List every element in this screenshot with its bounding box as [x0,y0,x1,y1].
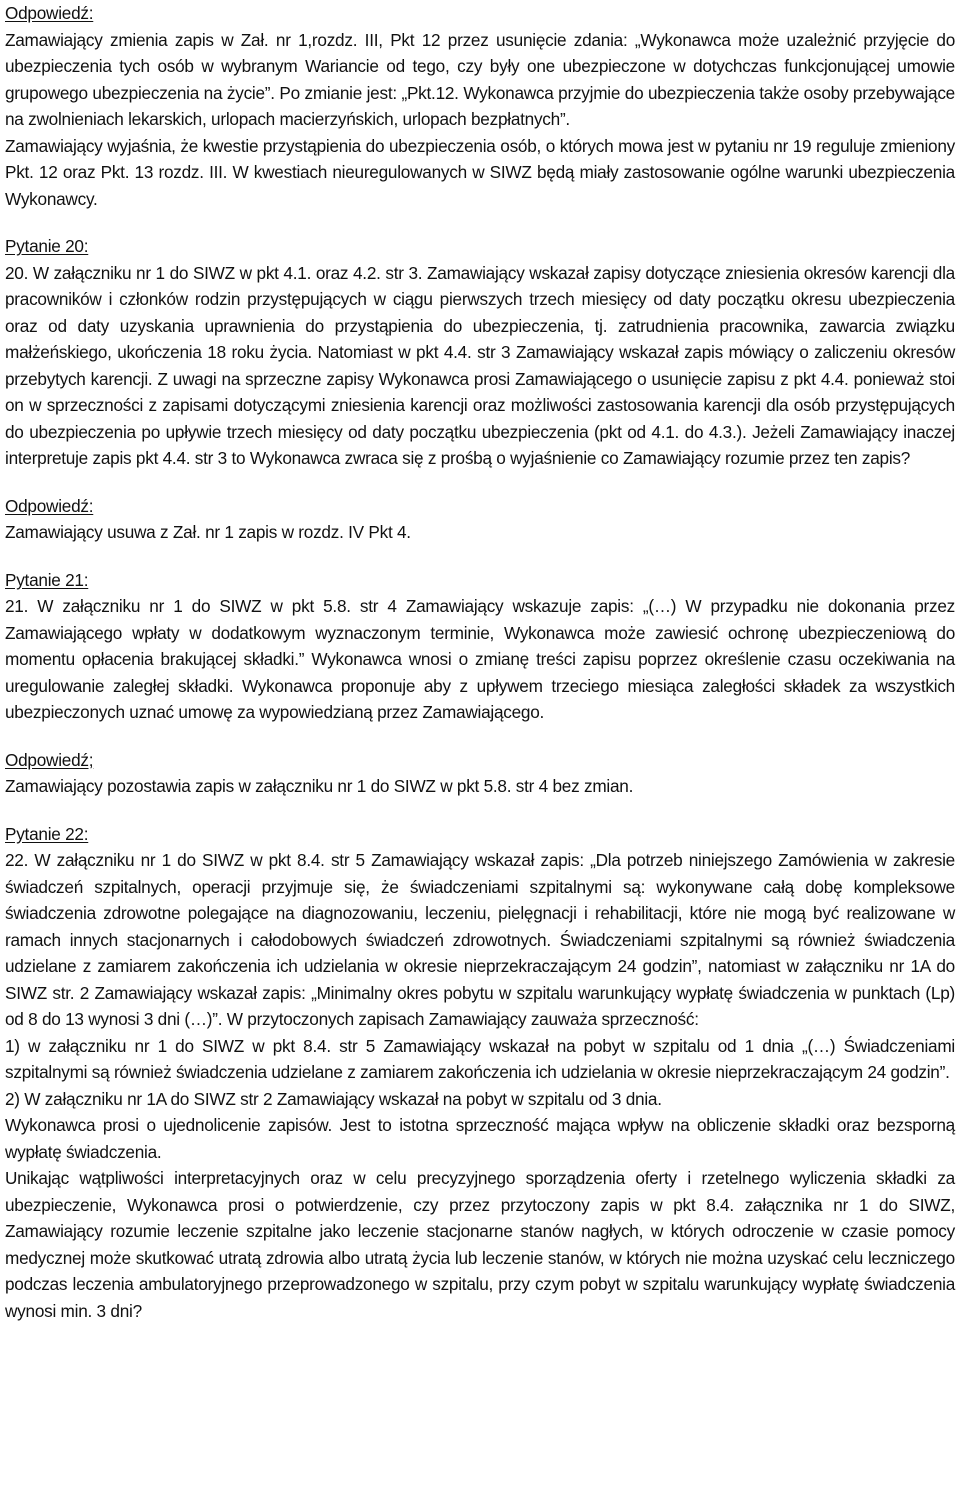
answer-21-paragraph: Zamawiający pozostawia zapis w załączniku nr 1 do SIWZ w pkt 5.8. str 4 bez zmian. [5,776,634,796]
answer-19-paragraph-2: Zamawiający wyjaśnia, że kwestie przystąpienia do ubezpieczenia osób, o których mowa jest w pytaniu nr 19 reguluje zmieniony Pkt. 12 oraz Pkt. 13 rozdz. III. W kwestiach nieuregulowanych w SIWZ będą miały zastosowanie ogólne warunki ubezpieczenia Wykonawcy. [5,135,955,209]
answer-20-section [5,493,955,546]
answer-19-section [5,0,955,212]
question-21-section [5,567,955,726]
question-22-paragraph-5: Unikając wątpliwości interpretacyjnych oraz w celu precyzyjnego sporządzenia oferty i rzetelnego wyliczenia składki za ubezpieczenie, Wykonawca prosi o potwierdzenie, czy przez przytoczony zapis w pkt 8.4. załącznika nr 1 do SIWZ, Zamawiający rozumie leczenie szpitalne jako leczenie stacjonarne stanów nagłych, w których odroczenie w czasie pomocy medycznej może skutkować utratą zdrowia albo utratą życia lub leczenie stanów, w których nie można uzyskać celu leczniczego podczas leczenia ambulatoryjnego przeprowadzonego w szpitalu, przy czym pobyt w szpitalu warunkujący wypłatę świadczenia wynosi min. 3 dni? [5,1168,955,1321]
answer-20-paragraph: Zamawiający usuwa z Zał. nr 1 zapis w rozdz. IV Pkt 4. [5,522,411,542]
document-page [5,0,955,1324]
question-21-heading: Pytanie 21: [5,569,89,590]
question-22-section [5,821,955,1325]
question-21-paragraph: 21. W załączniku nr 1 do SIWZ w pkt 5.8. str 4 Zamawiający wskazuje zapis: „(…) W przypadku nie dokonania przez Zamawiającego wpłaty w dodatkowym wyznaczonym terminie, Wykonawca może zawiesić ochronę ubezpieczeniową do momentu opłacenia brakującej składki.” Wykonawca wnosi o zmianę treści zapisu poprzez określenie czasu oczekiwania na uregulowanie zaległej składki. Wykonawca proponuje aby z upływem trzeciego miesiąca zaległości składek za wszystkich ubezpieczonych uznać umowę za wypowiedzianą przez Zamawiającego. [5,596,955,722]
answer-21-heading: Odpowiedź; [5,749,94,770]
question-22-heading: Pytanie 22: [5,823,89,844]
question-22-paragraph-2: 1) w załączniku nr 1 do SIWZ w pkt 8.4. str 5 Zamawiający wskazał na pobyt w szpitalu od 1 dnia „(…) Świadczeniami szpitalnymi są również świadczenia udzielane z zamiarem zakończenia ich udzielania w okresie nieprzekraczającym 24 godzin”. [5,1035,955,1082]
question-22-paragraph-3: 2) W załączniku nr 1A do SIWZ str 2 Zamawiający wskazał na pobyt w szpitalu od 3 dnia. [5,1088,662,1109]
question-22-paragraph-4: Wykonawca prosi o ujednolicenie zapisów. Jest to istotna sprzeczność mająca wpływ na obliczenie składki oraz bezsporną wypłatę świadczenia. [5,1115,955,1162]
answer-19-paragraph-1: Zamawiający zmienia zapis w Zał. nr 1,rozdz. III, Pkt 12 przez usunięcie zdania: „Wykonawca może uzależnić przyjęcie do ubezpieczenia tych osób w wybranym Wariancie od tego, czy były one ubezpieczone w dotychczas funkcjonującej umowie grupowego ubezpieczenia na życie”. Po zmianie jest: „Pkt.12. Wykonawca przyjmie do ubezpieczenia także osoby przebywające na zwolnieniach lekarskich, urlopach macierzyńskich, urlopach bezpłatnych”. [5,29,955,129]
answer-19-heading: Odpowiedź: [5,3,94,23]
question-20-section [5,233,955,472]
question-20-heading: Pytanie 20: [5,236,89,256]
question-20-paragraph: 20. W załączniku nr 1 do SIWZ w pkt 4.1. oraz 4.2. str 3. Zamawiający wskazał zapisy dotyczące zniesienia okresów karencji dla pracowników i członków rodzin przystępujących w ciągu pierwszych trzech miesięcy od daty początku okresu ubezpieczenia oraz od daty uzyskania uprawnienia do przystąpienia do ubezpieczenia, tj. zatrudnienia pracownika, zawarcia związku małżeńskiego, ukończenia 18 roku życia. Natomiast w pkt 4.4. str 3 Zamawiający wskazał zapis mówiący o zaliczeniu okresów przebytych karencji. Z uwagi na sprzeczne zapisy Wykonawca prosi Zamawiającego o usunięcie zapisu z pkt 4.4. ponieważ stoi on w sprzeczności z zapisami dotyczącymi zniesienia karencji oraz możliwości zastosowania karencji dla osób przystępujących do ubezpieczenia po upływie trzech miesięcy od daty początku ubezpieczenia (pkt od 4.1. do 4.3.). Jeżeli Zamawiający inaczej interpretuje zapis pkt 4.4. str 3 to Wykonawca zwraca się z prośbą o wyjaśnienie co Zamawiający rozumie przez ten zapis? [5,262,955,468]
answer-21-section [5,747,955,800]
answer-20-heading: Odpowiedź: [5,495,94,516]
question-22-paragraph-1: 22. W załączniku nr 1 do SIWZ w pkt 8.4. str 5 Zamawiający wskazał zapis: „Dla potrzeb niniejszego Zamówienia w zakresie świadczeń szpitalnych, operacji przyjmuje się, że świadczeniami szpitalnymi są: wykonywane całą dobę kompleksowe świadczenia zdrowotne polegające na diagnozowaniu, leczeniu, pielęgnacji i rehabilitacji, które nie mogą być realizowane w ramach innych stacjonarnych i całodobowych świadczeń zdrowotnych. Świadczeniami szpitalnymi są również świadczenia udzielane z zamiarem zakończenia ich udzielania w okresie nieprzekraczającym 24 godzin”, natomiast w załączniku nr 1A do SIWZ str. 2 Zamawiający wskazał zapis: „Minimalny okres pobytu w szpitalu warunkujący wypłatę świadczenia w punktach (Lp) od 8 do 13 wynosi 3 dni (…)”. W przytoczonych zapisach Zamawiający zauważa sprzeczność: [5,850,955,1029]
